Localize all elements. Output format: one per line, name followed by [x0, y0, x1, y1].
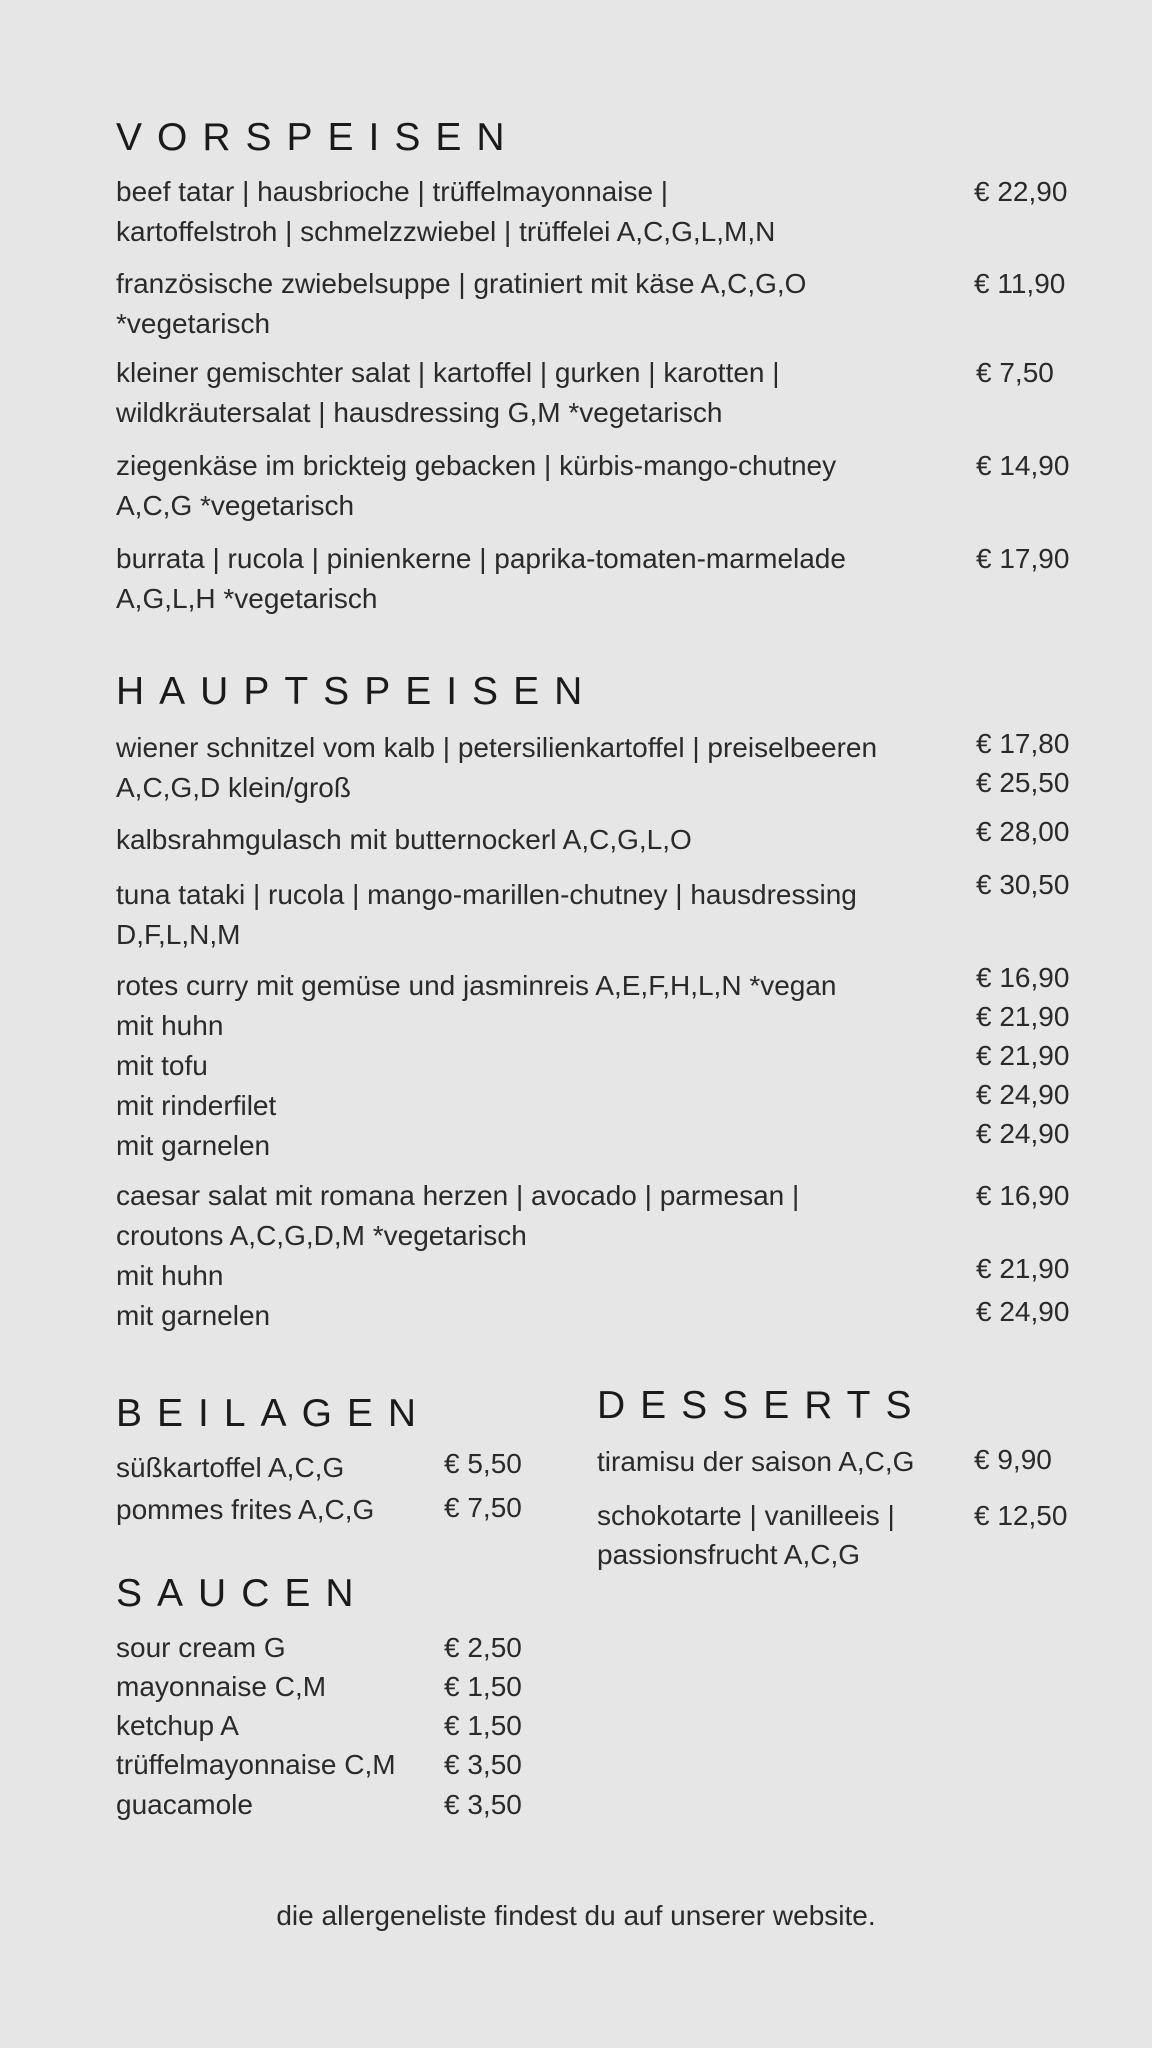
item-line: kalbsrahmgulasch mit butternockerl A,C,G,L,O — [116, 824, 692, 855]
section-title-hauptspeisen: HAUPTSPEISEN — [116, 670, 598, 713]
item-line: wiener schnitzel vom kalb | petersilienkartoffel | preiselbeeren — [116, 732, 878, 763]
item-line: tiramisu der saison A,C,G — [597, 1446, 915, 1477]
item-line: tuna tataki | rucola | mango-marillen-chutney | hausdressing — [116, 879, 857, 910]
item-price: € 21,90 — [976, 1253, 1070, 1284]
section-title-desserts: DESSERTS — [597, 1384, 927, 1427]
item-price: € 14,90 — [976, 450, 1070, 481]
item-price: € 2,50 — [444, 1632, 522, 1663]
item-price: € 3,50 — [444, 1749, 522, 1780]
item-name: süßkartoffel A,C,G — [116, 1452, 345, 1483]
item-line: D,F,L,N,M — [116, 919, 241, 950]
item-price: € 24,90 — [976, 1118, 1070, 1149]
item-line: kartoffelstroh | schmelzzwiebel | trüffelei A,C,G,L,M,N — [116, 216, 776, 247]
item-price: € 22,90 — [974, 176, 1068, 207]
item-price: € 1,50 — [444, 1710, 522, 1741]
item-name: mayonnaise C,M — [116, 1671, 327, 1702]
item-price: € 7,50 — [444, 1492, 522, 1523]
item-line: schokotarte | vanilleeis | — [597, 1500, 895, 1531]
item-line: croutons A,C,G,D,M *vegetarisch — [116, 1220, 527, 1251]
allergen-note: die allergeneliste findest du auf unserer website. — [276, 1900, 876, 1931]
item-price: € 17,80 — [976, 728, 1070, 759]
item-price: € 9,90 — [974, 1444, 1052, 1475]
item-line: A,G,L,H *vegetarisch — [116, 583, 378, 614]
item-price: € 28,00 — [976, 816, 1070, 847]
item-price: € 5,50 — [444, 1448, 522, 1479]
item-line: kleiner gemischter salat | kartoffel | gurken | karotten | — [116, 357, 780, 388]
item-line: mit garnelen — [116, 1130, 271, 1161]
item-line: A,C,G *vegetarisch — [116, 490, 355, 521]
item-price: € 25,50 — [976, 767, 1070, 798]
item-name: guacamole — [116, 1789, 253, 1820]
item-line: mit tofu — [116, 1050, 208, 1081]
item-price: € 21,90 — [976, 1040, 1070, 1071]
item-line: mit huhn — [116, 1260, 224, 1291]
item-line: burrata | rucola | pinienkerne | paprika-tomaten-marmelade — [116, 543, 846, 574]
item-price: € 21,90 — [976, 1001, 1070, 1032]
item-price: € 17,90 — [976, 543, 1070, 574]
item-price: € 12,50 — [974, 1500, 1068, 1531]
item-line: französische zwiebelsuppe | gratiniert mit käse A,C,G,O — [116, 268, 807, 299]
item-line: A,C,G,D klein/groß — [116, 772, 351, 803]
item-name: sour cream G — [116, 1632, 286, 1663]
item-price: € 3,50 — [444, 1789, 522, 1820]
item-price: € 16,90 — [976, 1180, 1070, 1211]
item-line: mit garnelen — [116, 1300, 271, 1331]
item-price: € 16,90 — [976, 962, 1070, 993]
item-line: rotes curry mit gemüse und jasminreis A,E,F,H,L,N *vegan — [116, 970, 837, 1001]
item-name: trüffelmayonnaise C,M — [116, 1749, 396, 1780]
item-line: mit huhn — [116, 1010, 224, 1041]
item-price: € 30,50 — [976, 869, 1070, 900]
item-price: € 24,90 — [976, 1079, 1070, 1110]
section-title-vorspeisen: VORSPEISEN — [116, 116, 520, 159]
item-line: ziegenkäse im brickteig gebacken | kürbis-mango-chutney — [116, 450, 837, 481]
item-line: wildkräutersalat | hausdressing G,M *vegetarisch — [116, 397, 723, 428]
item-line: mit rinderfilet — [116, 1090, 277, 1121]
section-title-beilagen: BEILAGEN — [116, 1392, 432, 1435]
item-price: € 1,50 — [444, 1671, 522, 1702]
item-price: € 24,90 — [976, 1296, 1070, 1327]
item-line: passionsfrucht A,C,G — [597, 1539, 861, 1570]
item-line: beef tatar | hausbrioche | trüffelmayonnaise | — [116, 176, 669, 207]
item-price: € 11,90 — [974, 268, 1066, 299]
item-line: caesar salat mit romana herzen | avocado | parmesan | — [116, 1180, 800, 1211]
item-line: *vegetarisch — [116, 308, 271, 339]
item-price: € 7,50 — [976, 357, 1054, 388]
section-title-saucen: SAUCEN — [116, 1572, 369, 1615]
item-name: ketchup A — [116, 1710, 239, 1741]
item-name: pommes frites A,C,G — [116, 1494, 375, 1525]
